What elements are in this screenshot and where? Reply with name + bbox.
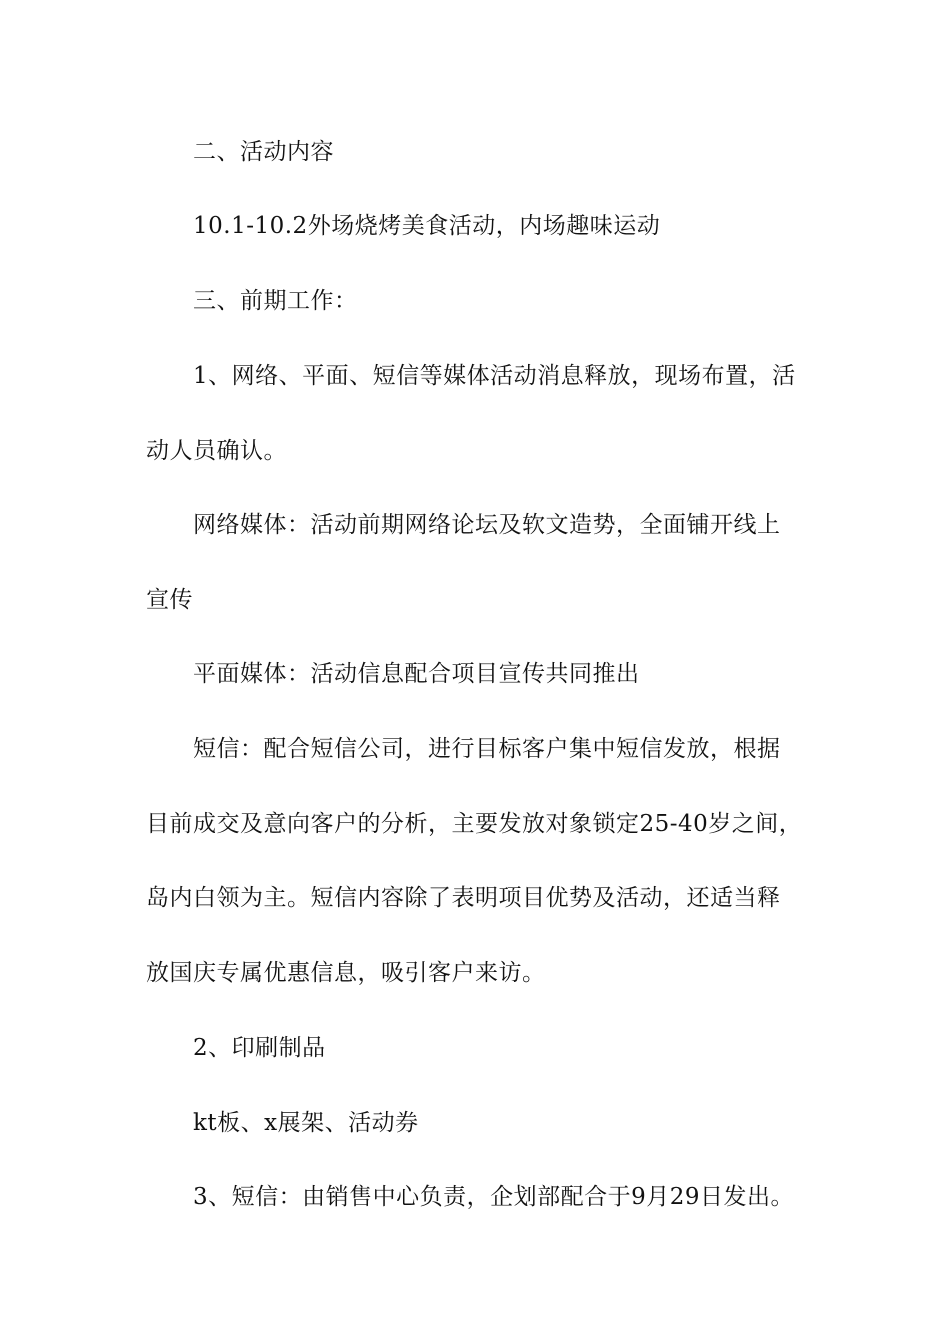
paragraph-item-2: 2、印刷制品 — [193, 1035, 326, 1061]
paragraph-item-1-continued: 动人员确认。 — [146, 438, 287, 464]
paragraph-online-media: 网络媒体：活动前期网络论坛及软文造势，全面铺开线上 — [193, 512, 781, 538]
paragraph-print-media: 平面媒体：活动信息配合项目宣传共同推出 — [193, 661, 640, 687]
paragraph-activity-date: 10.1-10.2外场烧烤美食活动，内场趣味运动 — [193, 213, 661, 239]
paragraph-sms: 短信：配合短信公司，进行目标客户集中短信发放，根据 — [193, 736, 781, 762]
section-heading-activity-content: 二、活动内容 — [193, 139, 334, 165]
paragraph-item-3: 3、短信：由销售中心负责，企划部配合于9月29日发出。 — [193, 1184, 795, 1210]
paragraph-print-materials: kt板、x展架、活动券 — [193, 1110, 419, 1136]
paragraph-online-media-continued: 宣传 — [146, 587, 193, 613]
section-heading-preparation: 三、前期工作： — [193, 288, 358, 314]
paragraph-sms-line-4: 放国庆专属优惠信息，吸引客户来访。 — [146, 960, 546, 986]
paragraph-item-1: 1、网络、平面、短信等媒体活动消息释放，现场布置，活 — [193, 363, 796, 389]
paragraph-sms-line-3: 岛内白领为主。短信内容除了表明项目优势及活动，还适当释 — [146, 885, 781, 911]
paragraph-sms-line-2: 目前成交及意向客户的分析，主要发放对象锁定25-40岁之间， — [146, 811, 803, 837]
